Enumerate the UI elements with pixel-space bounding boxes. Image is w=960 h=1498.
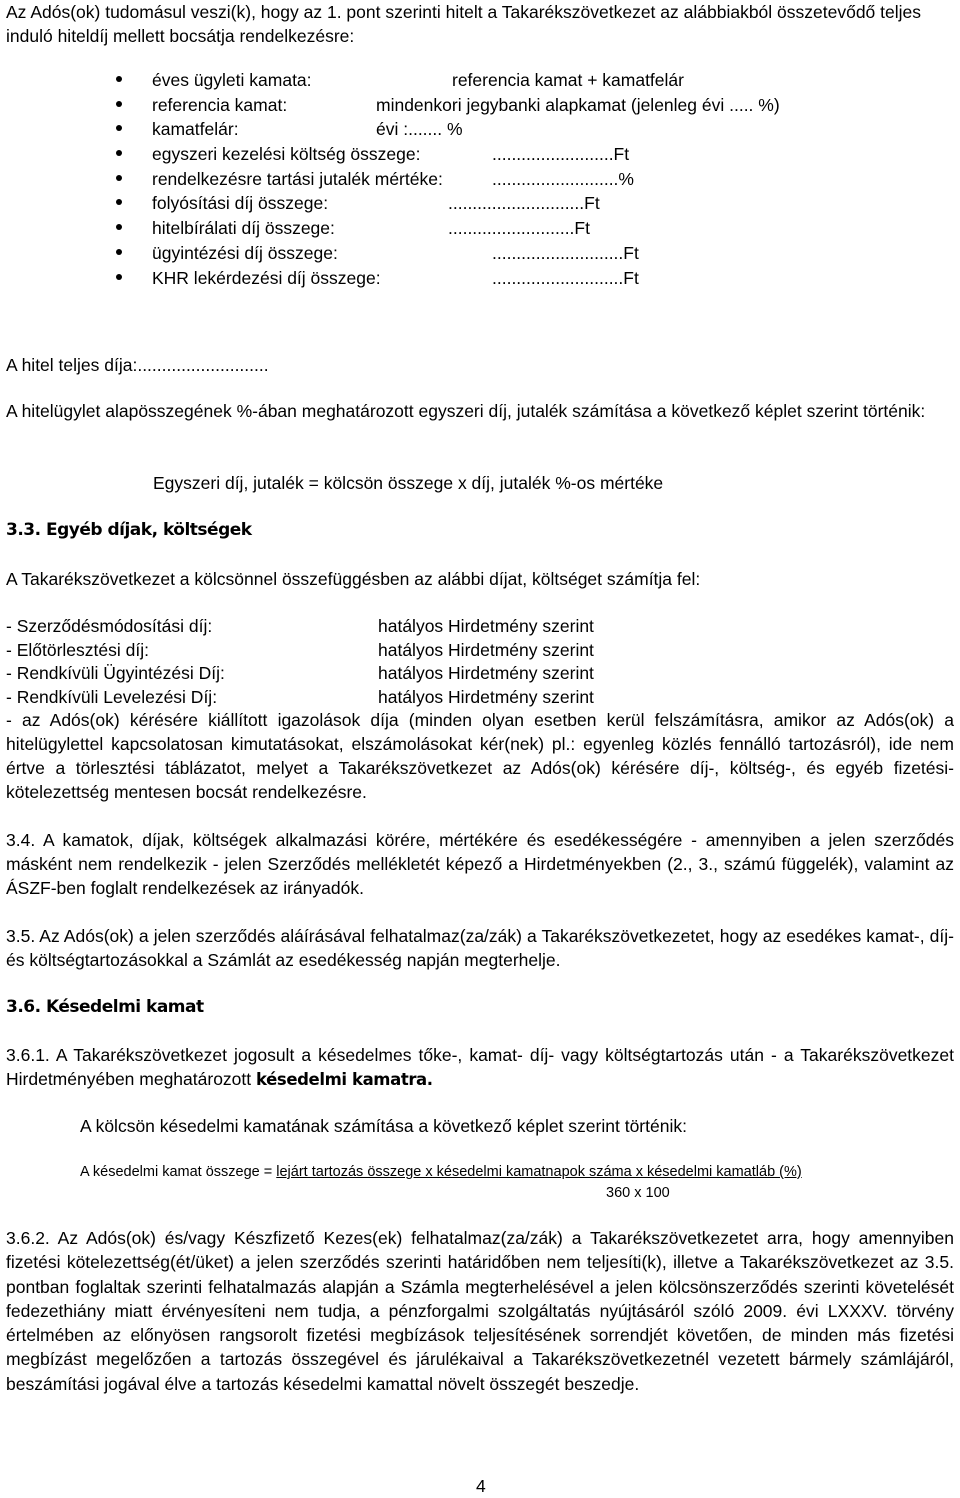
section-heading-3-6: 3.6. Késedelmi kamat bbox=[6, 997, 204, 1017]
section-3-6-1-paragraph: 3.6.1. A Takarékszövetkezet jogosult a késedelmes tőke-, kamat- díj- vagy költségtartozás után - a Takarékszövetkezet Hirdetményében meghatározott késedelmi kamatra. bbox=[6, 1045, 954, 1089]
bullet-icon bbox=[116, 249, 122, 255]
list-item: - Rendkívüli Levelezési Díj: hatályos Hirdetmény szerint bbox=[6, 686, 594, 707]
bullet-icon bbox=[116, 101, 122, 107]
bullet-icon bbox=[116, 125, 122, 131]
other-fees-intro: A Takarékszövetkezet a kölcsönnel összefüggésben az alábbi díjat, költséget számítja fel: bbox=[6, 569, 701, 589]
fee-formula: Egyszeri díj, jutalék = kölcsön összege x díj, jutalék %-os mértéke bbox=[153, 473, 664, 493]
bullet-icon bbox=[116, 199, 122, 205]
bullet-icon bbox=[116, 274, 122, 280]
total-fee-line: A hitel teljes díja:........................... bbox=[6, 355, 269, 375]
list-item: folyósítási díj összege: ............................Ft bbox=[106, 191, 946, 216]
bullet-icon bbox=[116, 175, 122, 181]
list-item: hitelbírálati díj összege: ..........................Ft bbox=[106, 216, 946, 241]
list-item: éves ügyleti kamata: referencia kamat + kamatfelár bbox=[106, 68, 946, 93]
other-fees-list bbox=[6, 614, 952, 708]
list-item: referencia kamat: mindenkori jegybanki alapkamat (jelenleg évi ..... %) bbox=[106, 93, 946, 118]
intro-paragraph: Az Adós(ok) tudomásul veszi(k), hogy az 1. pont szerinti hitelt a Takarékszövetkezet az alábbiakból összetevődő teljes induló hiteldíj mellett bocsátja rendelkezésre: bbox=[6, 2, 922, 46]
bullet-icon bbox=[116, 76, 122, 82]
page-number: 4 bbox=[476, 1476, 486, 1496]
list-item: ügyintézési díj összege: ...........................Ft bbox=[106, 241, 946, 266]
late-interest-formula bbox=[80, 1160, 802, 1184]
fee-bullet-list bbox=[106, 68, 946, 290]
certificates-paragraph: - az Adós(ok) kérésére kiállított igazolások díja (minden olyan esetben kerül felszámításra, amikor az Adós(ok) a hitelügylettel kapcsolatosan kimutatásokat, elszámolásokat kér(nek) pl.: egyenleg közlés fennálló tartozásról), ide nem értve a törlesztési táblázatot, melyet a Takarékszövetkezet az Adós(ok) kérésére díj-, költség-, és egyéb fizetési-kötelezettség mentesen bocsát rendelkezésre. bbox=[6, 710, 954, 802]
list-item: - Rendkívüli Ügyintézési Díj: hatályos Hirdetmény szerint bbox=[6, 663, 594, 683]
bullet-icon bbox=[116, 224, 122, 230]
section-heading-3-3: 3.3. Egyéb díjak, költségek bbox=[6, 520, 252, 540]
section-3-6-2-paragraph: 3.6.2. Az Adós(ok) és/vagy Készfizető Kezes(ek) felhatalmaz(za/zák) a Takarékszövetkezetet arra, hogy amennyiben fizetési kötelezettség(ét/üket) a jelen szerződés szerinti határidőben nem teljesíti(k), illetve a Takarékszövetkezet az 3.5. pontban foglaltak szerinti felhatalmazás alapján a Számla megterhelésével a jelen kölcsönszerződés szerinti követelését fedezethiány miatt érvényesíteni nem tudja, a pénzforgalmi szolgáltatás nyújtásáról szóló 2009. évi LXXXV. törvény értelmében az előnyösen rangsorolt fizetési megbízások teljesítésének sorrendjét követően, de minden más fizetési megbízást megelőzően a tartozás összegével és járulékaival a Takarékszövetkezetnél vezetett bármely számlájáról, beszámítási jogával élve a tartozás késedelmi kamattal növelt összegét beszedje. bbox=[6, 1228, 954, 1394]
formula-numerator: lejárt tartozás összege x késedelmi kamatnapok száma x késedelmi kamatláb (%) bbox=[276, 1164, 802, 1180]
formula-intro: A hitelügylet alapösszegének %-ában meghatározott egyszeri díj, jutalék számítása a következő képlet szerint történik: bbox=[6, 401, 926, 421]
late-interest-emphasis: késedelmi kamatra. bbox=[256, 1070, 433, 1089]
bullet-icon bbox=[116, 150, 122, 156]
list-item: - Előtörlesztési díj: hatályos Hirdetmény szerint bbox=[6, 639, 594, 660]
late-interest-intro: A kölcsön késedelmi kamatának számítása a következő képlet szerint történik: bbox=[80, 1116, 687, 1136]
section-3-4-paragraph: 3.4. A kamatok, díjak, költségek alkalmazási körére, mértékére és esedékességére - amennyiben a jelen szerződés másként nem rendelkezik - jelen Szerződés mellékletét képező a Hirdetményekben (2., 3., számú függelék), valamint az ÁSZF-ben foglalt rendelkezések az irányadók. bbox=[6, 830, 954, 898]
list-item: - Szerződésmódosítási díj: hatályos Hirdetmény szerint bbox=[6, 616, 594, 636]
formula-denominator: 360 x 100 bbox=[606, 1185, 670, 1201]
list-item: KHR lekérdezési díj összege: ...........................Ft bbox=[106, 266, 946, 291]
list-item: rendelkezésre tartási jutalék mértéke: ..........................% bbox=[106, 167, 946, 192]
list-item: egyszeri kezelési költség összege: .........................Ft bbox=[106, 142, 946, 167]
list-item: kamatfelár: évi :....... % bbox=[106, 117, 946, 142]
formula-left-side: A késedelmi kamat összege = bbox=[80, 1164, 273, 1180]
section-3-5-paragraph: 3.5. Az Adós(ok) a jelen szerződés aláírásával felhatalmaz(za/zák) a Takarékszövetkezetet, hogy az esedékes kamat-, díj- és költségtartozásokkal a Számlát az esedékesség napján megterhelje. bbox=[6, 926, 954, 970]
